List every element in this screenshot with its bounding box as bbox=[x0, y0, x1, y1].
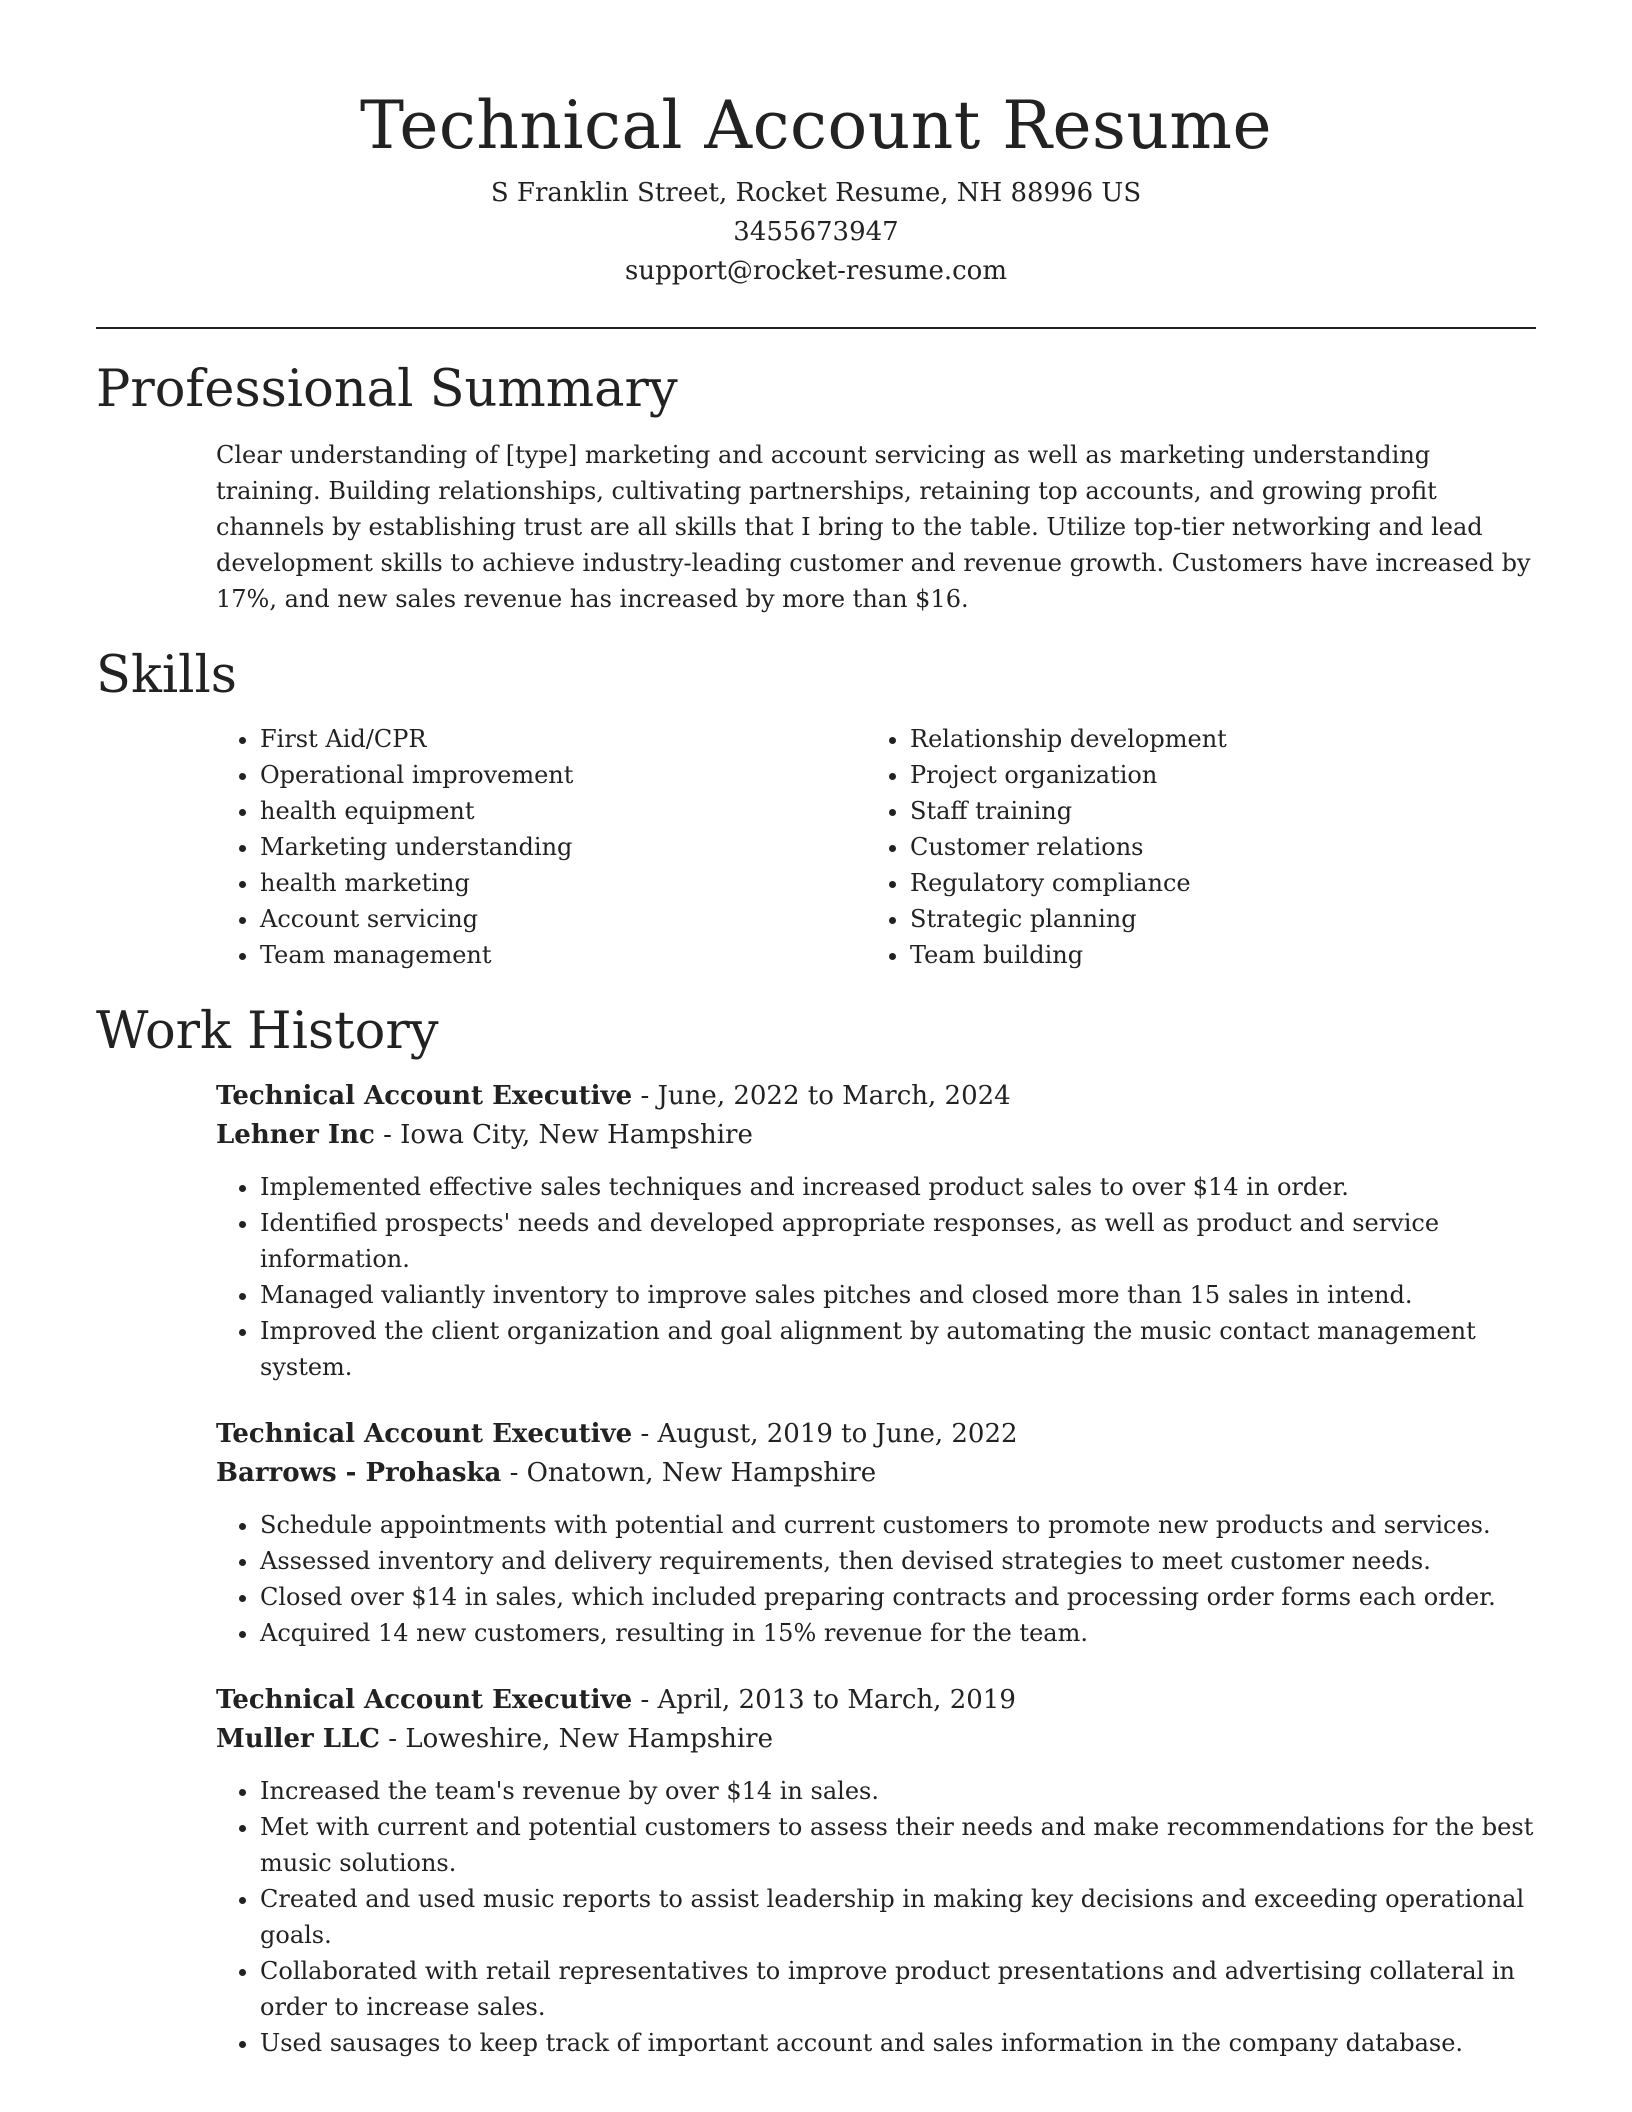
company-location: - Iowa City, New Hampshire bbox=[374, 1120, 753, 1150]
skill-item: • Staff training bbox=[910, 793, 1516, 829]
job-company-line bbox=[216, 1720, 1536, 1759]
skill-item: • First Aid/CPR bbox=[260, 721, 866, 757]
skill-item: • Project organization bbox=[910, 757, 1516, 793]
job-company-line bbox=[216, 1454, 1536, 1493]
skill-item: • Team management bbox=[260, 937, 866, 973]
job-bullet: • Used sausages to keep track of important account and sales information in the company database. bbox=[260, 2025, 1536, 2061]
job-dates: - June, 2022 to March, 2024 bbox=[632, 1081, 1011, 1111]
job-bullet: • Collaborated with retail representatives to improve product presentations and advertising collateral in order to increase sales. bbox=[260, 1953, 1536, 2025]
job-title-line bbox=[216, 1415, 1536, 1454]
job-title-line bbox=[216, 1077, 1536, 1116]
resume-header bbox=[96, 0, 1536, 291]
address: S Franklin Street, Rocket Resume, NH 88996 US bbox=[490, 178, 1142, 208]
company-name: Barrows - Prohaska bbox=[216, 1458, 502, 1488]
job-bullet: • Created and used music reports to assist leadership in making key decisions and exceeding operational goals. bbox=[260, 1881, 1536, 1953]
company-name: Muller LLC bbox=[216, 1724, 380, 1754]
job-title: Technical Account Executive bbox=[216, 1081, 633, 1111]
job-bullet: • Assessed inventory and delivery requirements, then devised strategies to meet customer needs. bbox=[260, 1543, 1536, 1579]
job-bullet: • Met with current and potential customers to assess their needs and make recommendations for the best music solutions. bbox=[260, 1809, 1536, 1881]
contact-info bbox=[96, 174, 1536, 291]
resume-page bbox=[96, 0, 1536, 2061]
skill-item: • Strategic planning bbox=[910, 901, 1516, 937]
job-bullets bbox=[96, 1169, 1536, 1385]
job-entry bbox=[216, 1415, 1536, 1651]
skill-item: • Team building bbox=[910, 937, 1516, 973]
job-bullet: • Schedule appointments with potential and current customers to promote new products and services. bbox=[260, 1507, 1536, 1543]
summary-heading: Professional Summary bbox=[96, 360, 678, 419]
skills-column-left bbox=[216, 721, 866, 973]
skills-column-right bbox=[866, 721, 1516, 973]
work-section bbox=[96, 1001, 1536, 2061]
skills-section bbox=[96, 645, 1536, 973]
email[interactable]: support@rocket-resume.com bbox=[624, 256, 1007, 286]
job-bullet: • Implemented effective sales techniques and increased product sales to over $14 in order. bbox=[260, 1169, 1536, 1205]
skill-item: • Marketing understanding bbox=[260, 829, 866, 865]
resume-title: Technical Account Resume bbox=[359, 87, 1273, 164]
skill-item: • Relationship development bbox=[910, 721, 1516, 757]
job-title: Technical Account Executive bbox=[216, 1685, 633, 1715]
company-name: Lehner Inc bbox=[216, 1120, 375, 1150]
job-bullets bbox=[96, 1507, 1536, 1651]
job-bullet: • Identified prospects' needs and developed appropriate responses, as well as product and service information. bbox=[260, 1205, 1536, 1277]
company-location: - Onatown, New Hampshire bbox=[501, 1458, 877, 1488]
skill-item: • Account servicing bbox=[260, 901, 866, 937]
summary-text: Clear understanding of [type] marketing and account servicing as well as marketing understanding training. Building relationships, cultivating partnerships, retaining top accounts, and growing profit channels by establishing trust are all skills that I bring to the table. Utilize top-tier networking and lead development skills to achieve industry-leading customer and revenue growth. Customers have increased by 17%, and new sales revenue has increased by more than $16. bbox=[216, 441, 1531, 613]
job-bullet: • Managed valiantly inventory to improve sales pitches and closed more than 15 sales in intend. bbox=[260, 1277, 1536, 1313]
job-title: Technical Account Executive bbox=[216, 1419, 633, 1449]
skill-item: • health marketing bbox=[260, 865, 866, 901]
header-divider bbox=[96, 327, 1536, 329]
job-dates: - April, 2013 to March, 2019 bbox=[632, 1685, 1016, 1715]
job-company-line bbox=[216, 1116, 1536, 1155]
job-entry bbox=[216, 1077, 1536, 1385]
job-title-line bbox=[216, 1681, 1536, 1720]
job-bullet: • Closed over $14 in sales, which included preparing contracts and processing order forms each order. bbox=[260, 1579, 1536, 1615]
job-bullet: • Improved the client organization and goal alignment by automating the music contact management system. bbox=[260, 1313, 1536, 1385]
skill-item: • health equipment bbox=[260, 793, 866, 829]
job-entry bbox=[216, 1681, 1536, 2061]
job-bullets bbox=[96, 1773, 1536, 2061]
skills-heading: Skills bbox=[96, 646, 237, 705]
job-bullet: • Increased the team's revenue by over $14 in sales. bbox=[260, 1773, 1536, 1809]
job-bullet: • Acquired 14 new customers, resulting in 15% revenue for the team. bbox=[260, 1615, 1536, 1651]
skill-item: • Operational improvement bbox=[260, 757, 866, 793]
job-dates: - August, 2019 to June, 2022 bbox=[632, 1419, 1018, 1449]
phone: 3455673947 bbox=[733, 217, 899, 247]
summary-section bbox=[96, 359, 1536, 617]
skill-item: • Regulatory compliance bbox=[910, 865, 1516, 901]
skill-item: • Customer relations bbox=[910, 829, 1516, 865]
work-heading: Work History bbox=[96, 1002, 439, 1061]
company-location: - Loweshire, New Hampshire bbox=[380, 1724, 773, 1754]
